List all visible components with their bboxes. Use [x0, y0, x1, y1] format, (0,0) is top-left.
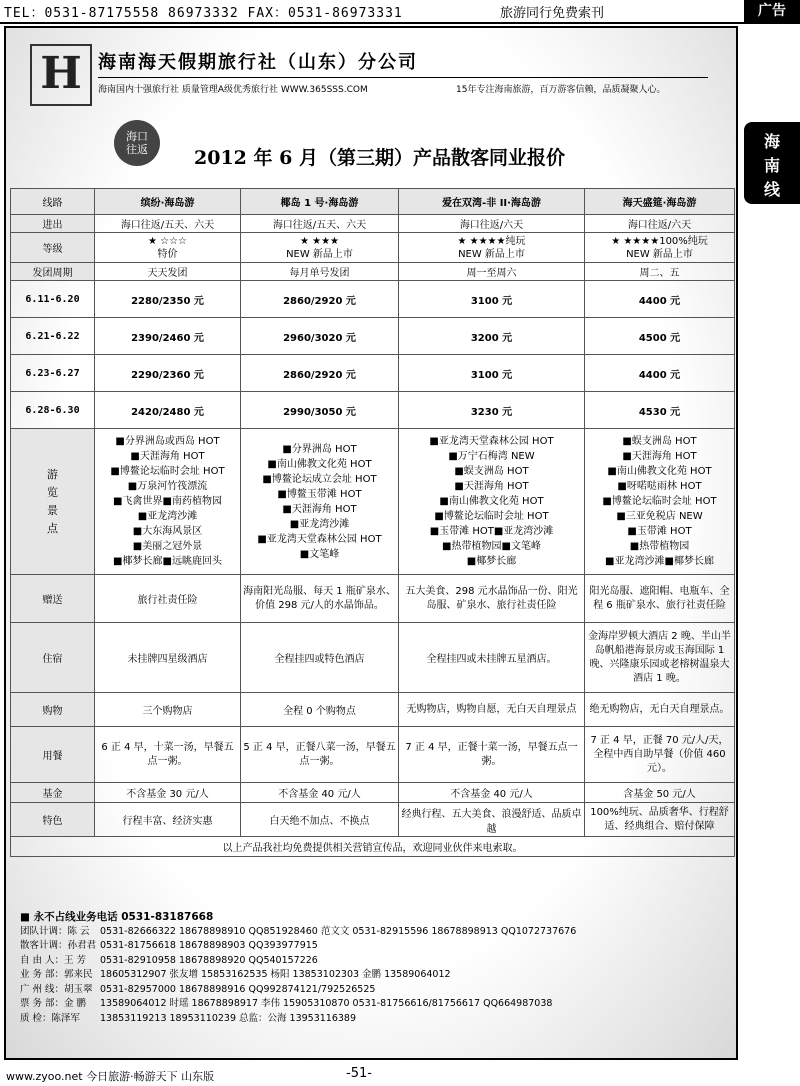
contact-detail: 0531-82957000 18678898916 QQ992874121/792526525: [100, 983, 376, 995]
list-item: ■亚龙湾沙滩: [289, 518, 350, 530]
list-item: ■博鳌论坛临时会址 HOT: [434, 511, 549, 522]
table-row: [11, 263, 735, 281]
contact-role: 业 务 部：郭来民: [20, 969, 93, 980]
header-cell: 线路: [11, 189, 95, 215]
table-row: [11, 429, 735, 575]
list-item: ■玉带滩 HOT■亚龙湾沙滩: [429, 526, 554, 537]
price-cell: 4400 元: [585, 281, 735, 318]
table-row: [11, 623, 735, 693]
badge-line: 海口: [126, 130, 148, 143]
table-cell: 全程挂四或特色酒店: [241, 623, 399, 693]
section-tab-char: 海: [763, 132, 780, 151]
list-item: ■万泉河竹筏漂流: [127, 481, 208, 492]
list-item: ■亚龙湾天堂森林公园 HOT: [257, 533, 382, 545]
list-item: ■南山佛教文化苑 HOT: [267, 458, 372, 470]
table-cell: 每月单号发团: [241, 263, 399, 281]
list-item: ■博鳌玉带滩 HOT: [277, 488, 362, 500]
row-label: 赠送: [11, 575, 95, 623]
table-cell: 不含基金 30 元/人: [95, 783, 241, 803]
list-item: ■万宁石梅湾 NEW: [448, 451, 535, 462]
table-cell: 含基金 50 元/人: [585, 783, 735, 803]
list-item: ■南山佛教文化苑 HOT: [439, 496, 544, 507]
contact-detail: 18605312907 张友增 15853162535 杨阳 13853102303 金鹏 13589064012: [100, 969, 451, 980]
contact-detail: 13853119213 18953110239 总监：公海 13953116389: [100, 1012, 357, 1024]
contacts: [20, 910, 576, 1026]
price-cell: 3100 元: [399, 281, 585, 318]
date-range: 6.28-6.30: [11, 392, 95, 429]
price-cell: 2420/2480 元: [95, 392, 241, 429]
list-item: ■天涯海角 HOT: [130, 451, 205, 462]
contact-row: [20, 939, 576, 954]
table-cell: 海南阳光岛服、每天 1 瓶矿泉水、价值 298 元/人的水晶饰品。: [241, 575, 399, 623]
footer-site: www.zyoo.net 今日旅游·畅游天下 山东版: [6, 1070, 215, 1083]
contact-role: 散客计调：孙君君: [20, 940, 97, 951]
list-item: ■天涯海角 HOT: [454, 481, 529, 492]
header-cell: 椰岛 1 号·海岛游: [241, 189, 399, 215]
price-cell: 3200 元: [399, 318, 585, 355]
grade-note: NEW 新品上市: [458, 248, 525, 260]
table-cell: 7 正 4 早，正餐十菜一汤，早餐五点一粥。: [399, 727, 585, 783]
grade-stars: ★ ★★★★100%纯玩: [611, 235, 708, 247]
price-cell: 4500 元: [585, 318, 735, 355]
row-label: 发团周期: [11, 263, 95, 281]
row-label: 基金: [11, 783, 95, 803]
table-cell: [399, 233, 585, 263]
table-row: [11, 281, 735, 318]
page-number: -51-: [346, 1066, 372, 1081]
list-item: ■南山佛教文化苑 HOT: [607, 466, 712, 477]
table-cell: 行程丰富、经济实惠: [95, 803, 241, 837]
section-tab-char: 线: [763, 180, 780, 199]
hotline: ■ 永不占线业务电话 0531-83187668: [20, 911, 214, 923]
list-item: ■蜈支洲岛 HOT: [454, 466, 529, 477]
list-item: ■飞禽世界■南药植物园: [113, 496, 222, 507]
contact-row: [20, 954, 576, 969]
table-cell: 金海岸罗顿大酒店 2 晚、半山半岛帆船港海景房或玉海国际 1 晚、兴隆康乐园或老榕树温泉大酒店 1 晚。: [585, 623, 735, 693]
table-cell: [95, 233, 241, 263]
table-row: [11, 392, 735, 429]
list-item: ■分界洲岛或西岛 HOT: [115, 436, 220, 447]
contact-row: [20, 1012, 576, 1027]
list-item: ■天涯海角 HOT: [622, 451, 697, 462]
table-cell: 天天发团: [95, 263, 241, 281]
table-cell: 海口往返/六天: [585, 215, 735, 233]
date-range: 6.23-6.27: [11, 355, 95, 392]
table-cell: 海口往返/五天、六天: [241, 215, 399, 233]
label-char: 览: [47, 485, 58, 499]
table-cell: 阳光岛服、遮阳帽、电瓶车、全程 6 瓶矿泉水、旅行社责任险: [585, 575, 735, 623]
company-slogan: 15年专注海南旅游，百万游客信赖，品质凝聚人心。: [456, 85, 666, 95]
table-cell: 经典行程、五大美食、浪漫舒适、品质卓越: [399, 803, 585, 837]
contact-role: 广 州 线：胡玉翠: [20, 983, 93, 995]
divider: [98, 77, 708, 78]
list-item: ■呀喏哒雨林 HOT: [617, 481, 702, 492]
table-row: [11, 575, 735, 623]
label-char: 点: [47, 521, 58, 535]
table-row: [11, 837, 735, 857]
header-cell: 缤纷·海岛游: [95, 189, 241, 215]
table-cell: 无购物店，购物自愿，无白天自理景点: [399, 693, 585, 727]
table-row: [11, 693, 735, 727]
contact-role: 自 由 人：王 芳: [20, 954, 87, 966]
contact-row: [20, 983, 576, 998]
row-label: [11, 429, 95, 575]
grade-stars: ★ ☆☆☆: [147, 235, 188, 247]
list-item: ■椰梦长廊: [466, 556, 517, 567]
price-cell: 2860/2920 元: [241, 281, 399, 318]
price-cell: 2860/2920 元: [241, 355, 399, 392]
list-item: ■博鳌论坛成立会址 HOT: [262, 473, 377, 485]
row-label: 进出: [11, 215, 95, 233]
table-cell: 未挂牌四星级酒店: [95, 623, 241, 693]
places-cell: [241, 429, 399, 575]
grade-note: NEW 新品上市: [626, 248, 693, 260]
row-label: 用餐: [11, 727, 95, 783]
table-row: [11, 189, 735, 215]
company-name: 海南海天假期旅行社（山东）分公司: [98, 52, 418, 73]
table-cell: 海口往返/六天: [399, 215, 585, 233]
list-item: ■三亚免税店 NEW: [616, 511, 703, 522]
table-cell: 全程 0 个购物点: [241, 693, 399, 727]
list-item: ■分界洲岛 HOT: [282, 443, 357, 455]
date-range: 6.11-6.20: [11, 281, 95, 318]
table-row: [11, 783, 735, 803]
contact-role: 票 务 部：金 鹏: [20, 998, 87, 1009]
places-cell: [585, 429, 735, 575]
badge-line: 往返: [126, 143, 148, 156]
list-item: ■热带植物园■文笔峰: [442, 541, 541, 552]
grade-stars: ★ ★★★★纯玩: [457, 235, 526, 247]
top-bar: [0, 0, 800, 24]
price-cell: 3100 元: [399, 355, 585, 392]
table-cell: 100%纯玩、品质奢华、行程舒适、经典组合、赔付保障: [585, 803, 735, 837]
table-cell: 6 正 4 早，十菜一汤，早餐五点一粥。: [95, 727, 241, 783]
table-row: [11, 318, 735, 355]
row-label: 特色: [11, 803, 95, 837]
contact-row: [20, 968, 576, 983]
company-tagline: 海南国内十强旅行社 质量管理A级优秀旅行社 WWW.365SSS.COM: [98, 85, 368, 95]
price-cell: 2290/2360 元: [95, 355, 241, 392]
section-tab: [744, 122, 800, 204]
table-cell: 周二、五: [585, 263, 735, 281]
section-tab-char: 南: [763, 156, 780, 175]
list-item: ■博鳌论坛临时会址 HOT: [110, 466, 225, 477]
grade-stars: ★ ★★★: [299, 235, 340, 247]
table-row: [11, 215, 735, 233]
table-cell: 不含基金 40 元/人: [241, 783, 399, 803]
table-row: [11, 727, 735, 783]
haikou-roundtrip-badge: [114, 120, 160, 166]
price-cell: 2960/3020 元: [241, 318, 399, 355]
table-cell: 绝无购物店，无白天自理景点。: [585, 693, 735, 727]
table-cell: 三个购物店: [95, 693, 241, 727]
top-slogan: 旅游同行免费索刊: [500, 6, 605, 21]
ad-label: 广告: [744, 0, 800, 22]
fax-tel-line: TEL：0531-87175558 86973332 FAX：0531-86973331: [4, 6, 403, 21]
table-cell: 7 正 4 早，正餐 70 元/人/天，全程中西自助早餐（价值 460 元）。: [585, 727, 735, 783]
label-char: 景: [47, 503, 58, 517]
list-item: ■椰梦长廊■远眺鹿回头: [113, 556, 222, 567]
price-cell: 2990/3050 元: [241, 392, 399, 429]
contact-detail: 0531-81756618 18678898903 QQ393977915: [100, 940, 318, 951]
table-cell: 白天绝不加点、不换点: [241, 803, 399, 837]
table-cell: 五大美食、298 元水晶饰品一份、阳光岛服、矿泉水、旅行社责任险: [399, 575, 585, 623]
list-item: ■天涯海角 HOT: [282, 503, 357, 515]
table-cell: [585, 233, 735, 263]
contact-role: 质 检：陈泽军: [20, 1012, 81, 1024]
price-cell: 3230 元: [399, 392, 585, 429]
company-logo: H: [30, 44, 92, 106]
contact-detail: 13589064012 时瑶 18678898917 李伟 15905310870 0531-81756616/81756617 QQ664987038: [100, 998, 553, 1009]
list-item: ■文笔峰: [299, 548, 340, 560]
list-item: ■亚龙湾沙滩: [137, 511, 198, 522]
list-item: ■亚龙湾天堂森林公园 HOT: [429, 436, 554, 447]
list-item: ■美丽之冠外景: [132, 541, 203, 552]
price-cell: 2390/2460 元: [95, 318, 241, 355]
table-row: [11, 233, 735, 263]
table-row: [11, 355, 735, 392]
date-range: 6.21-6.22: [11, 318, 95, 355]
row-label: 住宿: [11, 623, 95, 693]
table-cell: 5 正 4 早，正餐八菜一汤，早餐五点一粥。: [241, 727, 399, 783]
table-note: 以上产品我社均免费提供相关营销宣传品，欢迎同业伙伴来电索取。: [11, 837, 735, 857]
row-label: 等级: [11, 233, 95, 263]
list-item: ■大东海风景区: [132, 526, 203, 537]
list-item: ■热带植物园: [629, 541, 690, 552]
price-cell: 4400 元: [585, 355, 735, 392]
table-cell: 不含基金 40 元/人: [399, 783, 585, 803]
page-title: 2012 年 6 月（第三期）产品散客同业报价: [194, 147, 565, 169]
list-item: ■蜈支洲岛 HOT: [622, 436, 697, 447]
list-item: ■亚龙湾沙滩■椰梦长廊: [605, 556, 714, 567]
contact-row: [20, 997, 576, 1012]
table-cell: 周一至周六: [399, 263, 585, 281]
contact-row: [20, 925, 576, 940]
price-cell: 2280/2350 元: [95, 281, 241, 318]
price-table: [10, 188, 735, 857]
grade-note: NEW 新品上市: [286, 248, 353, 260]
list-item: ■博鳌论坛临时会址 HOT: [602, 496, 717, 507]
table-row: [11, 803, 735, 837]
contact-role: 团队计调：陈 云: [20, 925, 90, 937]
table-cell: [241, 233, 399, 263]
table-cell: 旅行社责任险: [95, 575, 241, 623]
row-label: 购物: [11, 693, 95, 727]
contact-detail: 0531-82666322 18678898910 QQ851928460 范文文 0531-82915596 18678898913 QQ1072737676: [100, 925, 577, 937]
header-cell: 海天盛筵·海岛游: [585, 189, 735, 215]
list-item: ■玉带滩 HOT: [627, 526, 692, 537]
price-cell: 4530 元: [585, 392, 735, 429]
table-cell: 海口往返/五天、六天: [95, 215, 241, 233]
contact-detail: 0531-82910958 18678898920 QQ540157226: [100, 954, 318, 966]
table-cell: 全程挂四或未挂牌五星酒店。: [399, 623, 585, 693]
label-char: 游: [47, 467, 58, 481]
places-cell: [399, 429, 585, 575]
places-cell: [95, 429, 241, 575]
ad-frame: [4, 26, 738, 1060]
header-cell: 爱在双湾-非 II·海岛游: [399, 189, 585, 215]
grade-note: 特价: [157, 248, 178, 260]
